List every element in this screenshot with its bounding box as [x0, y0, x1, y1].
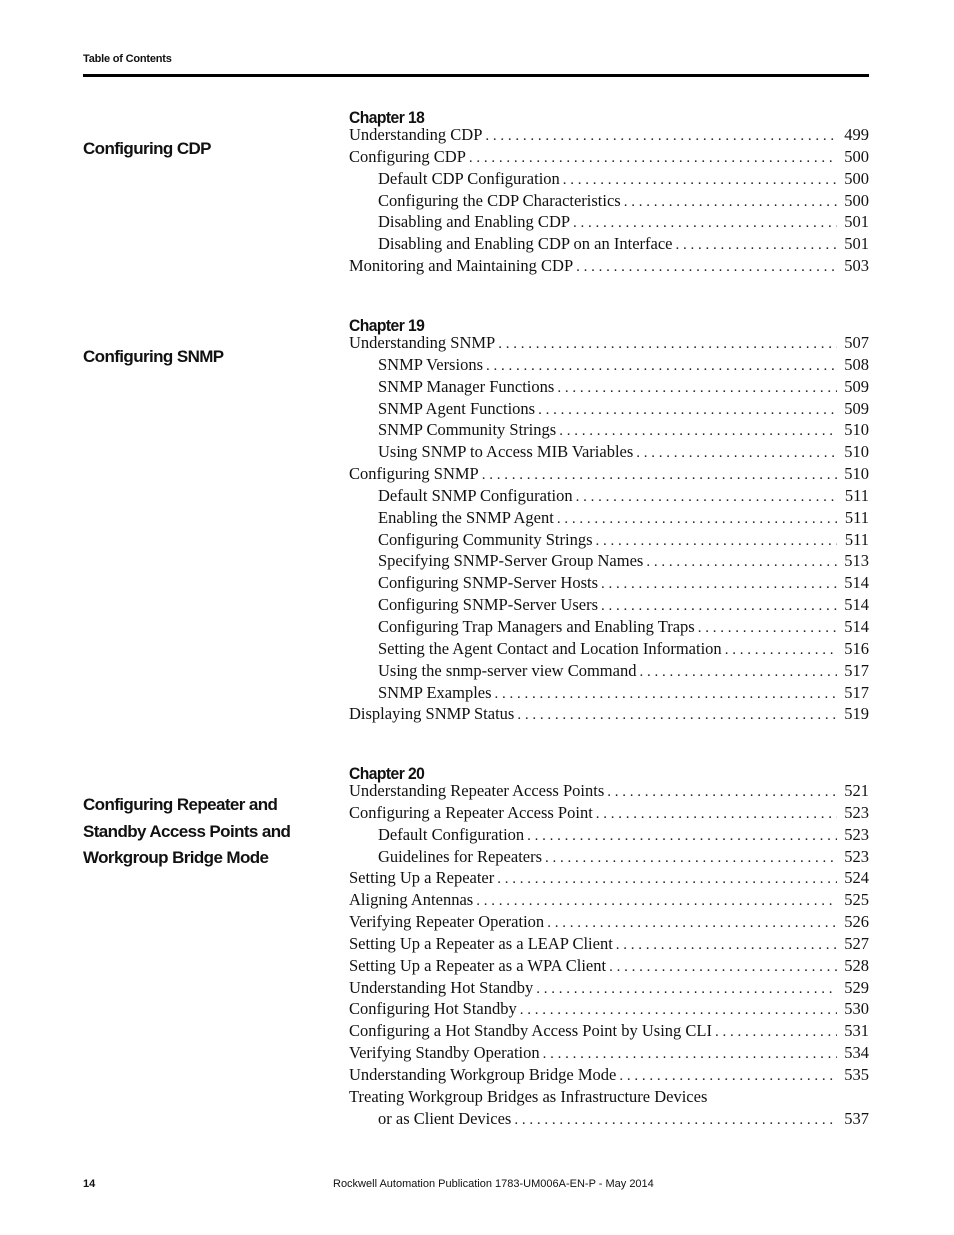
toc-entry-label: Specifying SNMP-Server Group Names	[378, 551, 644, 571]
toc-entry-page: 514	[844, 595, 869, 615]
dot-leader	[596, 533, 837, 550]
toc-entry[interactable]	[349, 551, 869, 573]
running-head: Table of Contents	[83, 53, 172, 65]
toc-entry-label: Configuring SNMP	[349, 464, 479, 484]
toc-entry-page: 523	[844, 802, 869, 822]
toc-entry-page: 517	[844, 682, 869, 702]
toc-entry-label: Configuring Hot Standby	[349, 999, 517, 1019]
toc-entry[interactable]	[349, 420, 869, 442]
toc-entry-label: Using SNMP to Access MIB Variables	[378, 442, 634, 462]
toc-entry-page: 534	[844, 1043, 869, 1063]
page-number: 14	[83, 1178, 96, 1190]
toc-entry-page: 516	[844, 638, 869, 658]
dot-leader	[559, 423, 837, 440]
chapter-title: Configuring Repeater and Standby Access Points and Workgroup Bridge Mode	[83, 795, 291, 867]
toc-entry[interactable]	[349, 125, 869, 147]
toc-entry-label: Aligning Antennas	[349, 890, 474, 910]
publication-info: Rockwell Automation Publication 1783-UM006A-EN-P - May 2014	[333, 1178, 654, 1190]
toc-entry-page: 500	[844, 190, 869, 210]
toc-entry-page: 510	[844, 464, 869, 484]
toc-entry-page: 508	[844, 354, 869, 374]
toc-entry[interactable]	[349, 956, 869, 978]
toc-entry[interactable]	[349, 999, 869, 1021]
toc-entry-page: 511	[844, 485, 869, 505]
toc-entry-label: Understanding Workgroup Bridge Mode	[349, 1064, 617, 1084]
dot-leader	[517, 707, 837, 724]
toc-entry-label: Setting the Agent Contact and Location Information	[378, 638, 722, 658]
toc-entry-page: 500	[844, 168, 869, 188]
toc-entry[interactable]	[349, 234, 869, 256]
toc-entry-page: 529	[844, 977, 869, 997]
toc-entry-label: Default Configuration	[378, 824, 525, 844]
dot-leader	[636, 445, 837, 462]
dot-leader	[538, 402, 837, 419]
toc-entry-page: 530	[844, 999, 869, 1019]
toc-entry-label: Verifying Standby Operation	[349, 1043, 540, 1063]
toc-entry-page: 523	[844, 846, 869, 866]
chapter-title: Configuring SNMP	[83, 347, 224, 366]
toc-entry-page: 519	[844, 704, 869, 724]
chapter-number: Chapter 19	[349, 316, 425, 335]
dot-leader	[476, 893, 837, 910]
dot-leader	[624, 194, 837, 211]
toc-entry-label: Configuring CDP	[349, 146, 466, 166]
toc-entry[interactable]	[349, 704, 869, 726]
toc-entry[interactable]	[349, 661, 869, 683]
toc-entry-label: SNMP Agent Functions	[378, 398, 536, 418]
toc-entry-label: SNMP Examples	[378, 682, 492, 702]
dot-leader	[495, 686, 837, 703]
toc-entry-page: 513	[844, 551, 869, 571]
toc-entry-label: Understanding Repeater Access Points	[349, 781, 605, 800]
toc-entry-page: 511	[844, 529, 869, 549]
toc-entry-page: 509	[844, 376, 869, 396]
dot-leader	[639, 664, 837, 681]
dot-leader	[576, 489, 837, 506]
toc-entry-page: 521	[844, 781, 869, 800]
dot-leader	[619, 1068, 837, 1085]
toc-entry-label: Understanding Hot Standby	[349, 977, 534, 997]
chapter-number: Chapter 20	[349, 764, 425, 783]
toc-entry-label: SNMP Community Strings	[378, 420, 557, 440]
toc-entry[interactable]	[349, 683, 869, 705]
toc-entry-page: 514	[844, 573, 869, 593]
toc-entry[interactable]	[349, 1087, 869, 1109]
toc-entry-page: 503	[844, 256, 869, 276]
toc-entry-label: SNMP Versions	[378, 354, 483, 374]
toc-entry[interactable]	[349, 868, 869, 890]
toc-entry[interactable]	[349, 464, 869, 486]
toc-entry-page: 501	[844, 234, 869, 254]
toc-entry-label: Understanding CDP	[349, 125, 483, 144]
dot-leader	[646, 554, 837, 571]
toc-entry-page: 510	[844, 420, 869, 440]
toc-entry-page: 509	[844, 398, 869, 418]
toc-entry[interactable]	[349, 355, 869, 377]
toc-entry[interactable]	[349, 442, 869, 464]
toc-entry[interactable]	[349, 617, 869, 639]
toc-entry-page: 514	[844, 616, 869, 636]
toc-entry[interactable]	[349, 803, 869, 825]
toc-entry[interactable]	[349, 978, 869, 1000]
toc-entry[interactable]	[349, 212, 869, 234]
dot-leader	[675, 237, 837, 254]
dot-leader	[520, 1002, 837, 1019]
toc-entry-page: 501	[844, 212, 869, 232]
chapter-number: Chapter 18	[349, 108, 425, 127]
toc-entry[interactable]	[349, 595, 869, 617]
dot-leader	[469, 150, 837, 167]
toc-entry-page: 517	[844, 660, 869, 680]
dot-leader	[698, 620, 837, 637]
toc-entry[interactable]	[349, 191, 869, 213]
toc-entry[interactable]	[349, 399, 869, 421]
dot-leader	[563, 172, 837, 189]
toc-entry-label: Understanding SNMP	[349, 333, 496, 352]
toc-entry-label: Configuring a Repeater Access Point	[349, 802, 593, 822]
toc-entry-page: 499	[844, 125, 869, 144]
toc-entry-label: SNMP Manager Functions	[378, 376, 555, 396]
dot-leader	[616, 937, 837, 954]
toc-entry[interactable]	[349, 1109, 869, 1131]
dot-leader	[536, 981, 837, 998]
dot-leader	[486, 358, 837, 375]
dot-leader	[497, 871, 837, 888]
chapter-title: Configuring CDP	[83, 139, 211, 158]
toc-entry[interactable]	[349, 1021, 869, 1043]
toc-entry-label: Disabling and Enabling CDP	[378, 212, 571, 232]
toc-entry[interactable]	[349, 1065, 869, 1087]
toc-entry-label: Configuring SNMP-Server Hosts	[378, 573, 599, 593]
toc-entry-label: Monitoring and Maintaining CDP	[349, 256, 574, 276]
dot-leader	[715, 1024, 837, 1041]
toc-entry-page: 500	[844, 146, 869, 166]
toc-entry-page: 535	[844, 1064, 869, 1084]
toc-entry[interactable]	[349, 333, 869, 355]
dot-leader	[557, 380, 837, 397]
toc-entry[interactable]	[349, 486, 869, 508]
dot-leader	[485, 128, 837, 145]
toc-entry[interactable]	[349, 847, 869, 869]
dot-leader	[547, 915, 837, 932]
toc-entry[interactable]	[349, 912, 869, 934]
dot-leader	[557, 511, 837, 528]
toc-entry-label: Verifying Repeater Operation	[349, 912, 545, 932]
toc-entry-label: Configuring SNMP-Server Users	[378, 595, 598, 615]
toc-entry-label: Default CDP Configuration	[378, 168, 560, 188]
toc-entry[interactable]	[349, 377, 869, 399]
header-rule	[83, 74, 869, 77]
toc-entry-label: or as Client Devices	[378, 1108, 512, 1128]
dot-leader	[576, 259, 837, 276]
toc-entry-page: 525	[844, 890, 869, 910]
dot-leader	[527, 828, 837, 845]
toc-entry-page: 537	[844, 1108, 869, 1128]
toc-entry-page: 523	[844, 824, 869, 844]
toc-entry-page: 526	[844, 912, 869, 932]
toc-entry-label: Configuring the CDP Characteristics	[378, 190, 621, 210]
toc-entries	[349, 125, 869, 278]
toc-entry-page: 510	[844, 442, 869, 462]
toc-entry-label: Configuring a Hot Standby Access Point by Using CLI	[349, 1021, 712, 1041]
toc-entry-label: Disabling and Enabling CDP on an Interface	[378, 234, 673, 254]
dot-leader	[514, 1112, 837, 1129]
dot-leader	[601, 598, 837, 615]
toc-entry-page: 507	[844, 333, 869, 352]
toc-entry[interactable]	[349, 169, 869, 191]
dot-leader	[601, 576, 837, 593]
toc-entry[interactable]	[349, 1043, 869, 1065]
toc-entry[interactable]	[349, 147, 869, 169]
toc-entry-label: Default SNMP Configuration	[378, 485, 573, 505]
dot-leader	[725, 642, 837, 659]
toc-entry-page: 527	[844, 933, 869, 953]
toc-entry-label: Setting Up a Repeater as a LEAP Client	[349, 933, 613, 953]
toc-entry-page: 528	[844, 955, 869, 975]
toc-entry-label: Displaying SNMP Status	[349, 704, 515, 724]
dot-leader	[543, 1046, 837, 1063]
toc-entry-label: Using the snmp-server view Command	[378, 660, 637, 680]
toc-entry[interactable]	[349, 256, 869, 278]
toc-entry[interactable]	[349, 530, 869, 552]
toc-entry[interactable]	[349, 781, 869, 803]
toc-entry-label: Configuring Community Strings	[378, 529, 593, 549]
toc-entries	[349, 781, 869, 1131]
toc-entry[interactable]	[349, 825, 869, 847]
toc-entry[interactable]	[349, 934, 869, 956]
toc-entry-label: Treating Workgroup Bridges as Infrastructure Devices	[349, 1086, 708, 1106]
toc-entry-page: 531	[844, 1021, 869, 1041]
dot-leader	[545, 850, 837, 867]
dot-leader	[607, 784, 837, 801]
dot-leader	[482, 467, 837, 484]
toc-entry-page: 524	[844, 868, 869, 888]
toc-entry[interactable]	[349, 890, 869, 912]
toc-entry-label: Configuring Trap Managers and Enabling Traps	[378, 616, 695, 636]
toc-entry-label: Setting Up a Repeater as a WPA Client	[349, 955, 607, 975]
dot-leader	[498, 336, 837, 353]
dot-leader	[609, 959, 837, 976]
toc-entry-label: Enabling the SNMP Agent	[378, 507, 554, 527]
toc-entry[interactable]	[349, 639, 869, 661]
toc-entry[interactable]	[349, 508, 869, 530]
toc-entry-page: 511	[844, 507, 869, 527]
dot-leader	[573, 215, 837, 232]
toc-entry[interactable]	[349, 573, 869, 595]
dot-leader	[596, 806, 837, 823]
toc-entries	[349, 333, 869, 726]
toc-entry-label: Setting Up a Repeater	[349, 868, 495, 888]
toc-entry-label: Guidelines for Repeaters	[378, 846, 543, 866]
